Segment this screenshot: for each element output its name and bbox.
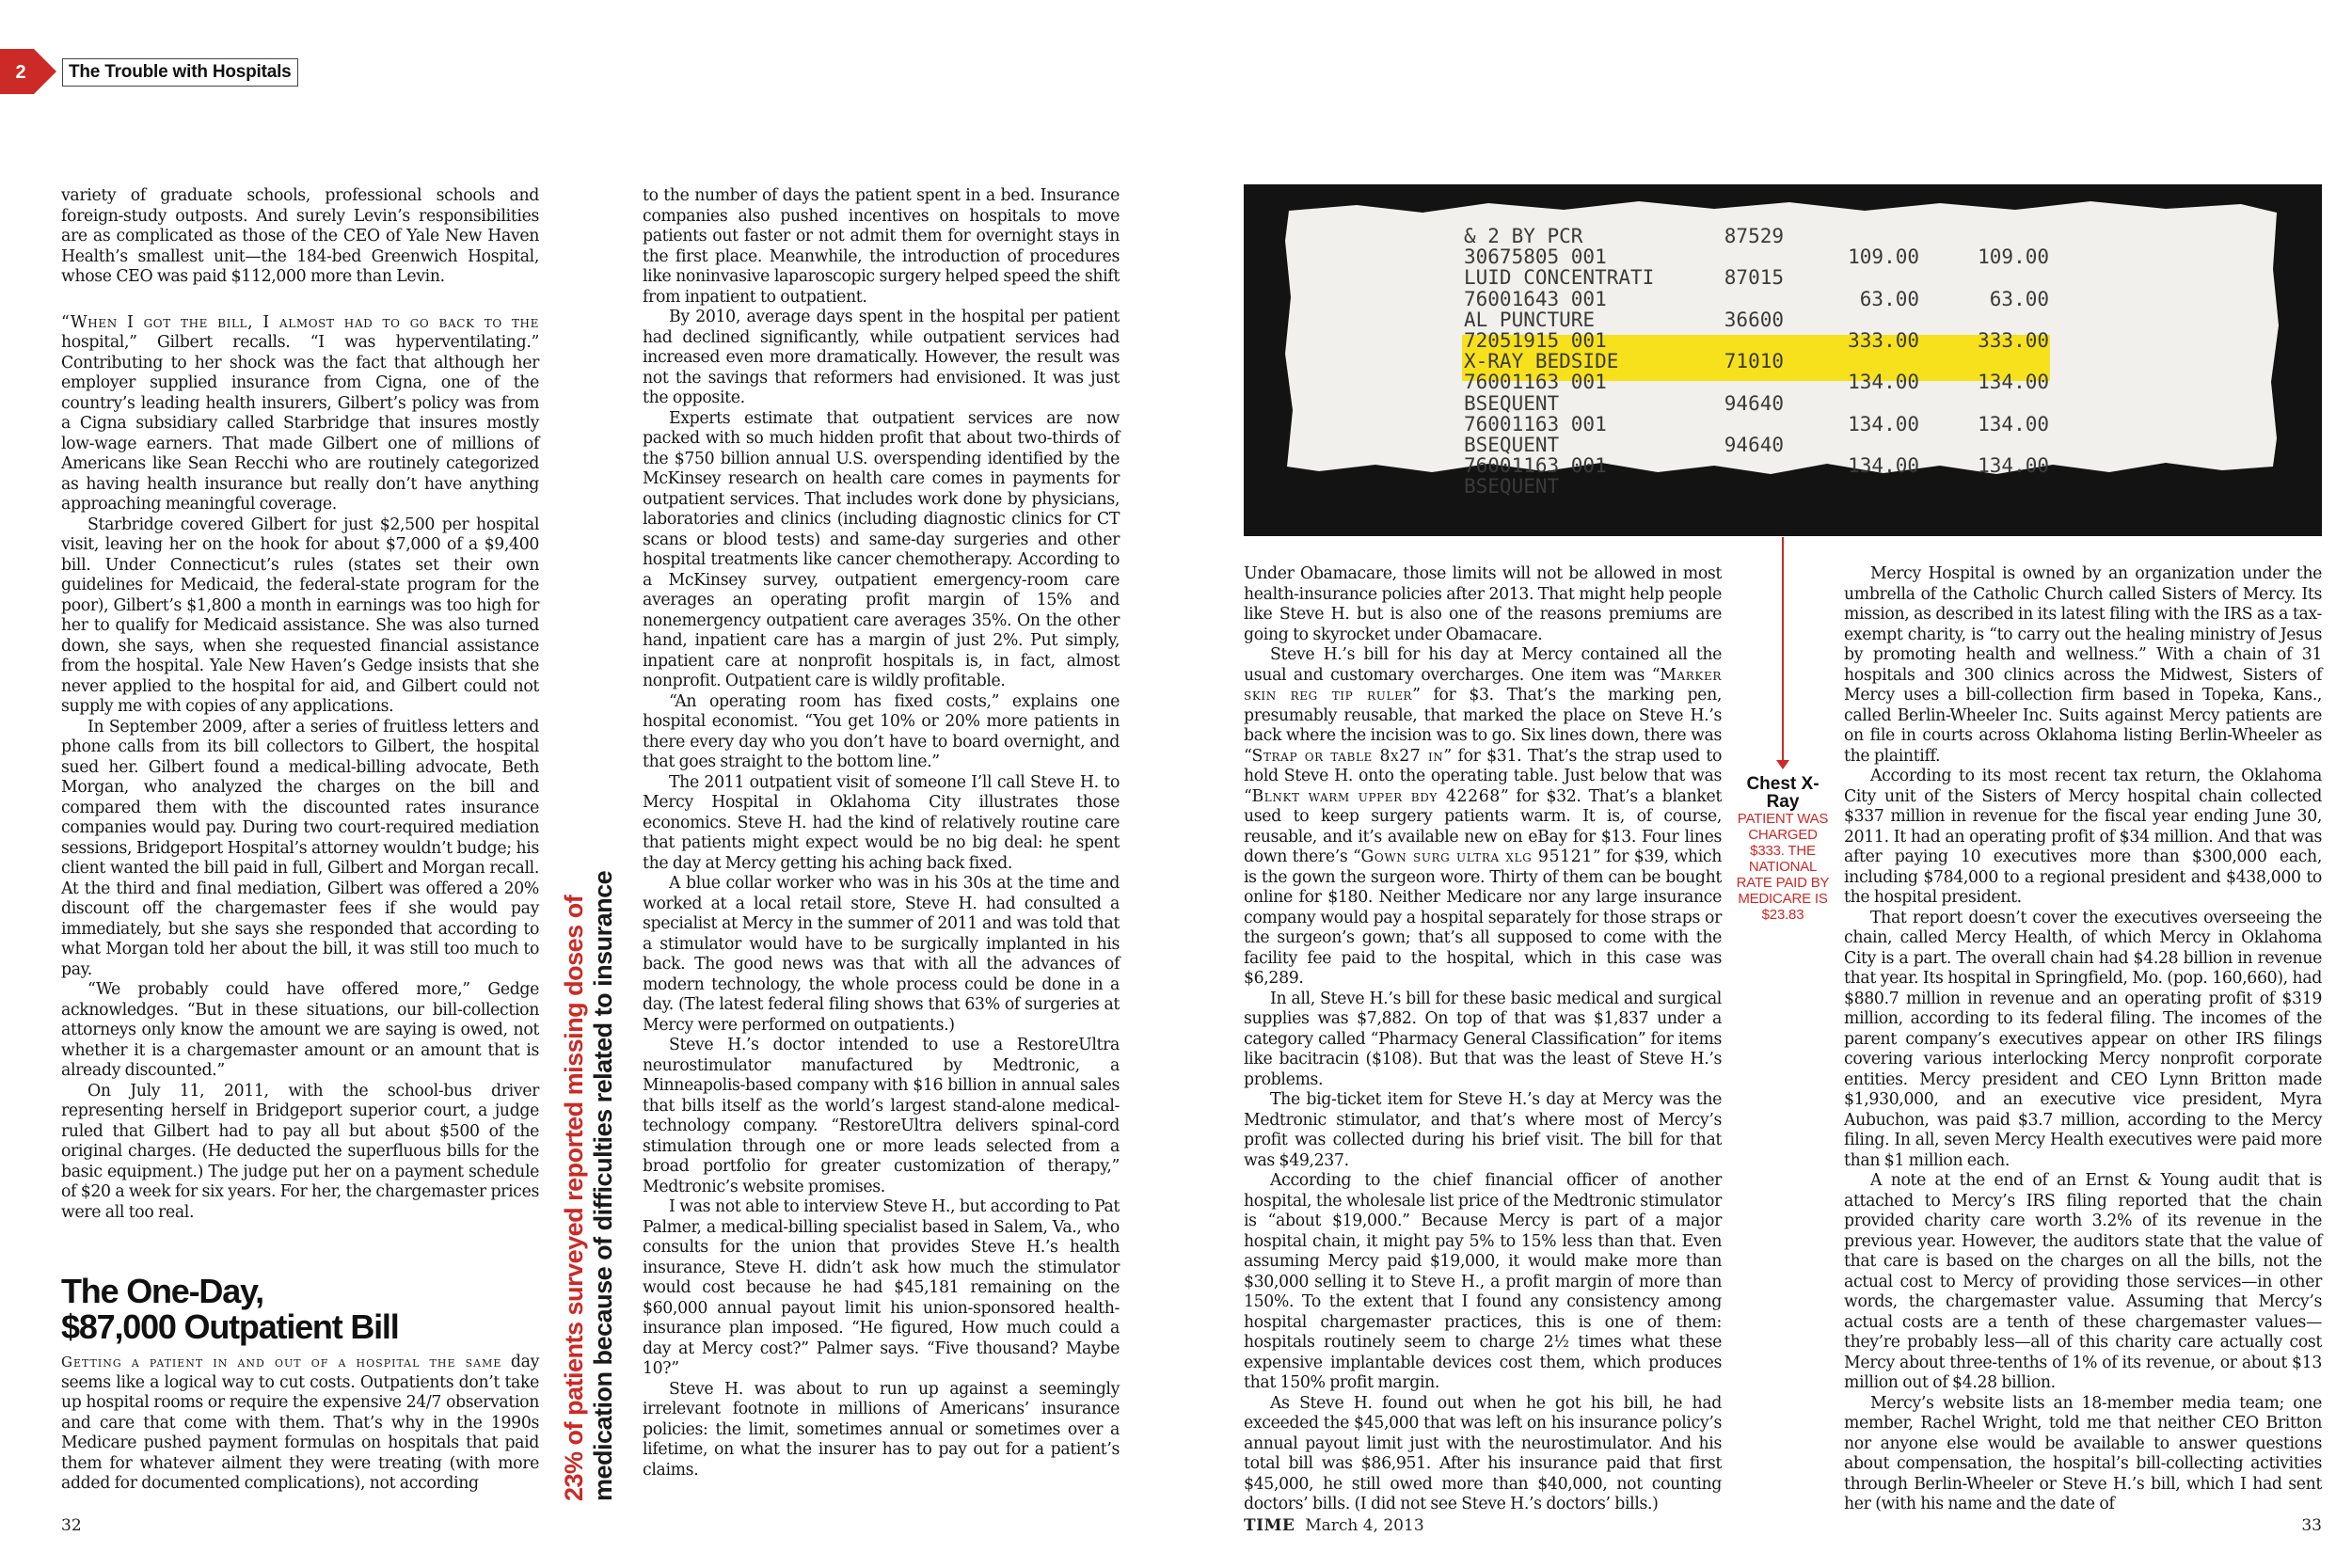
callout <box>1731 775 1835 923</box>
bill-cell-desc: 76001163 001 <box>1464 371 1607 394</box>
bill-cell-desc: LUID CONCENTRATI <box>1464 266 1655 290</box>
lead-in: Getting a patient in and out of a hospital the same <box>61 1354 502 1370</box>
callout-line <box>1782 537 1784 763</box>
hospital-bill-photo <box>1244 184 2322 536</box>
paragraph: “An operating room has fixed costs,” explains one hospital economist. “You get 10% or 20% more patients in there every day who you don’t have to board overnight, and that goes straight to the bottom line.” <box>643 691 1120 771</box>
paragraph: to the number of days the patient spent in a bed. Insurance companies also pushed incentives on hospitals to move patients out faster or not admit them for overnight stays in the first place. Meanwhile, the introduction of procedures like noninvasive laparoscopic surgery helped speed the shift from inpatient to outpatient. <box>643 186 1120 307</box>
paragraph: In all, Steve H.’s bill for these basic medical and surgical supplies was $7,882. On top of that was $1,837 under a category called “Pharmacy General Classification” for items like bacitracin ($108). But that was the least of Steve H.’s problems. <box>1244 989 1722 1089</box>
bill-cell-a2: 134.00 <box>1978 412 2049 436</box>
paragraph: Mercy Hospital is owned by an organization under the umbrella of the Catholic Church called Sisters of Mercy. Its mission, as described in its latest filing with the IRS as a tax-exempt charity, is “to carry out the healing ministry of Jesus by promoting health and wellness.” With a chain of 31 hospitals and 300 clinics across the Midwest, Sisters of Mercy uses a bill-collection firm based in Topeka, Kans., called Berlin-Wheeler Inc. Suits against Mercy patients are on file in courts across Oklahoma listing Berlin-Wheeler as the plaintiff. <box>1844 564 2322 766</box>
page-number-left: 32 <box>61 1516 82 1535</box>
column-2 <box>643 186 1120 1481</box>
column-1 <box>61 186 539 1223</box>
bill-row <box>1244 476 2322 497</box>
paragraph: By 2010, average days spent in the hospital per patient had declined significantly, while outpatient services had increased even more dramatically. However, the result was not the savings that reformers had envisioned. It was just the opposite. <box>643 308 1120 407</box>
bill-row <box>1244 414 2322 435</box>
paragraph: Mercy’s website lists an 18-member media team; one member, Rachel Wright, told me that neither CEO Britton nor anyone else would be available to answer questions about compensation, the hospital’s bill-collecting activities through Berlin-Wheeler or Steve H.’s bill, which I had sent her (with his name and the date of <box>1844 1393 2322 1513</box>
paragraph: According to the chief financial officer of another hospital, the wholesale list price of the Medtronic stimulator is “about $19,000.” Because Mercy is part of a major hospital chain, it might pay 5% to 15% less than that. Even assuming Mercy paid $19,000, it would make more than $30,000 selling it to Steve H., a profit margin of more than 150%. To the extent that I found any consistency among hospital chargemaster practices, this is one of them: hospitals routinely seem to charge 2½ times what these expensive implantable devices cost them, which produces that 150% profit margin. <box>1244 1171 1722 1392</box>
bill-row <box>1244 393 2322 414</box>
paragraph: According to its most recent tax return, the Oklahoma City unit of the Sisters of Mercy hospital chain collected $337 million in revenue for the fiscal year ending June 30, 2011. It had an operating profit of $34 million. And that was after paying 10 executives more than $300,000 each, including $784,000 to a regional president and $438,000 to the hospital president. <box>1844 767 2322 907</box>
bill-cell-a1: 333.00 <box>1848 329 1919 352</box>
bill-cell-desc: 72051915 001 <box>1464 329 1607 352</box>
paragraph: That report doesn’t cover the executives overseeing the chain, called Mercy Health, of which Mercy in Oklahoma City is a part. The overall chain had $4.28 billion in revenue that year. Its hospital in Springfield, Mo. (pop. 160,660), had $880.7 million in revenue and an operating profit of $319 million, according to its federal filing. The incomes of the parent company’s executives appear on other IRS filings covering various interlocking Mercy nonprofit corporate entities. Mercy president and CEO Lynn Britton made $1,930,000, and an executive vice president, Myra Aubuchon, was paid $3.7 million, according to the Mercy filing. In all, seven Mercy Health executives were paid more than $1 million each. <box>1844 908 2322 1170</box>
paragraph: The 2011 outpatient visit of someone I’ll call Steve H. to Mercy Hospital in Oklahoma City illustrates those economics. Steve H. had the kind of relatively routine care that patients might expect would be no big deal: he spent the day at Mercy getting his aching back fixed. <box>643 772 1120 873</box>
paragraph: Steve H.’s bill for his day at Mercy contained all the usual and customary overcharges. One item was “Marker skin reg tip ruler” for $3. That’s the marking pen, presumably reusable, that marked the place on Steve H.’s back where the incision was to go. Six lines down, there was “Strap or table 8x27 in” for $31. That’s the strap used to hold Steve H. onto the operating table. Just below that was “Blnkt warm upper bdy 42268” for $32. That’s a blanket used to keep surgery patients warm. It is, of course, reusable, and it’s available new on eBay for $13. Four lines down there’s “Gown surg ultra xlg 95121” for $39, which is the gown the surgeon wore. Thirty of them can be bought online for $180. Neither Medicare nor any large insurance company would pay a hospital separately for those straps or the surgeon’s gown; that’s all supposed to come with the facility fee paid to the hospital, which in this case was $6,289. <box>1244 645 1723 988</box>
paragraph-lead <box>61 313 539 515</box>
bill-cell-a2: 109.00 <box>1978 245 2049 269</box>
bill-cell-a1: 134.00 <box>1848 371 1919 394</box>
bill-row <box>1244 435 2322 455</box>
bill-row <box>1244 372 2322 392</box>
bill-cell-code: 36600 <box>1724 308 1784 331</box>
section-title: The Trouble with Hospitals <box>62 58 298 87</box>
bill-cell-a1: 134.00 <box>1848 454 1919 478</box>
pull-quote-line-2: medication because of difficulties related to insurance <box>589 870 617 1501</box>
bill-cell-a1: 134.00 <box>1848 412 1919 436</box>
bill-cell-a1: 63.00 <box>1859 287 1919 310</box>
bill-row <box>1244 246 2322 267</box>
column-1-continued <box>61 1353 539 1495</box>
paragraph: A blue collar worker who was in his 30s at the time and worked at a local retail store, Steve H. had consulted a specialist at Mercy in the summer of 2011 and was told that a stimulator would have to be surgically implanted in his back. The good news was that with all the advances of modern technology, the whole process could be done in a day. (The latest federal filing shows that 63% of surgeries at Mercy were performed on outpatients.) <box>643 874 1120 1035</box>
bill-cell-desc: BSEQUENT <box>1464 391 1560 415</box>
bill-cell-desc: BSEQUENT <box>1464 434 1560 456</box>
bill-cell-desc: 76001163 001 <box>1464 454 1607 478</box>
magazine-name: TIME <box>1244 1516 1295 1535</box>
paragraph: Steve H. was about to run up against a seemingly irrelevant footnote in millions of Americans’ insurance policies: the limit, sometimes annual or sometimes over a lifetime, on what the insurer has to pay out for a patient’s claims. <box>643 1379 1120 1480</box>
paragraph: As Steve H. found out when he got his bill, he had exceeded the $45,000 that was left on his insurance policy’s annual payout limit just with the neurostimulator. And his total bill was $86,951. After his insurance paid that first $45,000, he still owed more than $40,000, not counting doctors’ bills. (I did not see Steve H.’s doctors’ bills.) <box>1244 1393 1722 1513</box>
column-4 <box>1844 564 2322 1515</box>
subhead-line-2: $87,000 Outpatient Bill <box>61 1307 399 1346</box>
bill-cell-desc: BSEQUENT <box>1464 475 1560 499</box>
subhead-line-1: The One-Day, <box>61 1272 263 1310</box>
paragraph: In September 2009, after a series of fruitless letters and phone calls from its bill collectors to Gilbert, the hospital sued her. Gilbert found a medical-billing advocate, Beth Morgan, who analyzed the charges on the bill and compared them with the discounted rates insurance companies would pay. During two court-required mediation sessions, Bridgeport Hospital’s attorney wouldn’t budge; his client wanted the bill paid in full, Gilbert and Morgan recall. At the third and final mediation, Gilbert was offered a 20% discount off the chargemaster fees if she would pay immediately, but she says she responded that according to what Morgan told her about the bill, it was still too much to pay. <box>61 717 539 979</box>
paragraph-text: day seems like a logical way to cut costs. Outpatients don’t take up hospital rooms or require the expensive 24/7 observation and care that come with them. That’s why in the 1990s Medicare pushed payment formulas on hospitals that paid them for whatever ailment they were treating (with more added for documented complications), not according <box>61 1353 539 1493</box>
bill-cell-a2: 333.00 <box>1978 329 2049 352</box>
paragraph: Starbridge covered Gilbert for just $2,500 per hospital visit, leaving her on the hook for about $7,000 of a $9,400 bill. Under Connecticut’s rules (states set their own guidelines for Medicaid, the federal-state program for the poor), Gilbert’s $1,800 a month in earnings was too high for her to qualify for Medicaid assistance. She was also turned down, she says, when she requested financial assistance from the hospital. Yale New Haven’s Gedge insists that she never applied to the hospital for aid, and Gilbert could not supply me with copies of any applications. <box>61 515 539 716</box>
bill-row <box>1244 351 2322 372</box>
paragraph-lead <box>61 1353 539 1495</box>
paragraph: The big-ticket item for Steve H.’s day at Mercy was the Medtronic stimulator, and that’s where most of Mercy’s profit was collected during his brief visit. The bill for that was $49,237. <box>1244 1090 1722 1170</box>
bill-cell-desc: 30675805 001 <box>1464 245 1607 269</box>
bill-row <box>1244 309 2322 330</box>
callout-title: Chest X-Ray <box>1746 774 1820 812</box>
paragraph: variety of graduate schools, professional schools and foreign-study outposts. And surely Levin’s responsibilities are as complicated as those of the CEO of Yale New Haven Health’s smallest unit—the 184-bed Greenwich Hospital, whose CEO was paid $112,000 more than Levin. <box>61 186 539 286</box>
paragraph: Under Obamacare, those limits will not be allowed in most health-insurance policies after 2013. That might help people like Steve H. but is also one of the reasons premiums are going to skyrocket under Obamacare. <box>1244 564 1722 644</box>
lead-in: “When I got the bill, I almost had to go back to the <box>61 312 539 332</box>
column-3 <box>1244 564 1722 1515</box>
bill-row <box>1244 330 2322 351</box>
bill-cell-desc: 76001163 001 <box>1464 412 1607 436</box>
bill-row <box>1244 455 2322 476</box>
folio-line <box>1244 1516 1424 1535</box>
bill-cell-a2: 134.00 <box>1978 454 2049 478</box>
bill-cell-code: 94640 <box>1724 391 1784 415</box>
pull-quote <box>551 835 627 1501</box>
bill-row <box>1244 226 2322 246</box>
bill-cell-code: 71010 <box>1724 350 1784 373</box>
paragraph: Experts estimate that outpatient services are now packed with so much hidden profit that about two-thirds of the $750 billion annual U.S. overspending identified by the McKinsey research on health care comes in payments for outpatient services. That includes work done by physicians, laboratories and clinics (including diagnostic clinics for CT scans or blood tests) and same-day surgeries and other hospital treatments like cancer chemotherapy. According to a McKinsey survey, outpatient emergency-room care averages an operating profit margin of 15% and nonemergency outpatient care averages 35%. On the other hand, inpatient care has a margin of just 2%. Put simply, inpatient care at nonprofit hospitals is, in fact, almost nonprofit. Outpatient care is wildly profitable. <box>643 408 1120 690</box>
callout-text: PATIENT WAS CHARGED $333. THE NATIONAL RATE PAID BY MEDICARE IS $23.83 <box>1736 811 1830 923</box>
paragraph-text: hospital,” Gilbert recalls. “I was hyperventilating.” Contributing to her shock was the fact that although her employer supplied insurance from Cigna, one of the country’s leading health insurers, Gilbert’s policy was from a Cigna subsidiary called Starbridge that insures mostly low-wage earners. That made Gilbert one of millions of Americans like Sean Recchi who are routinely categorized as having health insurance but really don’t have anything approaching meaningful coverage. <box>61 333 539 514</box>
bill-cell-a2: 134.00 <box>1978 371 2049 394</box>
issue-date: March 4, 2013 <box>1305 1516 1424 1535</box>
section-arrow-icon <box>0 49 56 94</box>
paragraph: Steve H.’s doctor intended to use a RestoreUltra neurostimulator manufactured by Medtronic, a Minneapolis-based company with $16 billion in annual sales that bills itself as the world’s largest stand-alone medical-technology company. “RestoreUltra delivers spinal-cord stimulation through one or more leads selected from a broad portfolio for greater customization of therapy,” Medtronic’s website promises. <box>643 1036 1120 1196</box>
paragraph: “We probably could have offered more,” Gedge acknowledges. “But in these situations, our bill-collection attorneys only know the amount we are saying is owed, not whether it is a chargemaster amount or an amount that is already discounted.” <box>61 980 539 1080</box>
callout-arrow-icon <box>1776 760 1789 769</box>
bill-row <box>1244 267 2322 288</box>
section-number: 2 <box>15 62 26 83</box>
pull-quote-line-1: 23% of patients surveyed reported missing doses of <box>560 895 588 1501</box>
bill-cell-code: 87015 <box>1724 266 1784 290</box>
bill-cell-desc: 76001643 001 <box>1464 287 1607 310</box>
paragraph: I was not able to interview Steve H., but according to Pat Palmer, a medical-billing specialist based in Salem, Va., who consults for the union that provides Steve H.’s health insurance, Steve H. didn’t ask how much the stimulator would cost because he had $45,181 remaining on the $60,000 annual payout limit his union-sponsored health-insurance plan imposed. “He figured, How much could a day at Mercy cost?” Palmer says. “Five thousand? Maybe 10?” <box>643 1197 1120 1378</box>
subhead <box>61 1274 550 1345</box>
paragraph: A note at the end of an Ernst & Young audit that is attached to Mercy’s IRS filing reported that the chain provided charity care worth 3.2% of its revenue in the previous year. However, the auditors state that the value of that care is based on the charges on all the bills, not the actual cost to Mercy of providing those services—in other words, the chargemaster value. Assuming that Mercy’s actual costs are a tenth of these chargemaster values—they’re probably less—all of this charity care actually cost Mercy about three-tenths of 1% of its revenue, or about $13 million out of $4.28 billion. <box>1844 1171 2322 1392</box>
bill-cell-a1: 109.00 <box>1848 245 1919 269</box>
bill-cell-desc: X-RAY BEDSIDE <box>1464 350 1619 373</box>
bill-row <box>1244 289 2322 309</box>
bill-cell-a2: 63.00 <box>1989 287 2049 310</box>
paragraph: On July 11, 2011, with the school-bus driver representing herself in Bridgeport superior court, a judge ruled that Gilbert had to pay all but about $500 of the original charges. (He deducted the superfluous bills for the basic equipment.) The judge put her on a payment schedule of $20 a week for six years. For her, the chargemaster prices were all too real. <box>61 1081 539 1222</box>
bill-cell-desc: AL PUNCTURE <box>1464 308 1596 331</box>
bill-cell-code: 94640 <box>1724 434 1784 456</box>
bill-cell-code: 87529 <box>1724 225 1784 247</box>
page-number-right: 33 <box>2301 1516 2322 1535</box>
bill-cell-desc: & 2 BY PCR <box>1464 225 1583 247</box>
